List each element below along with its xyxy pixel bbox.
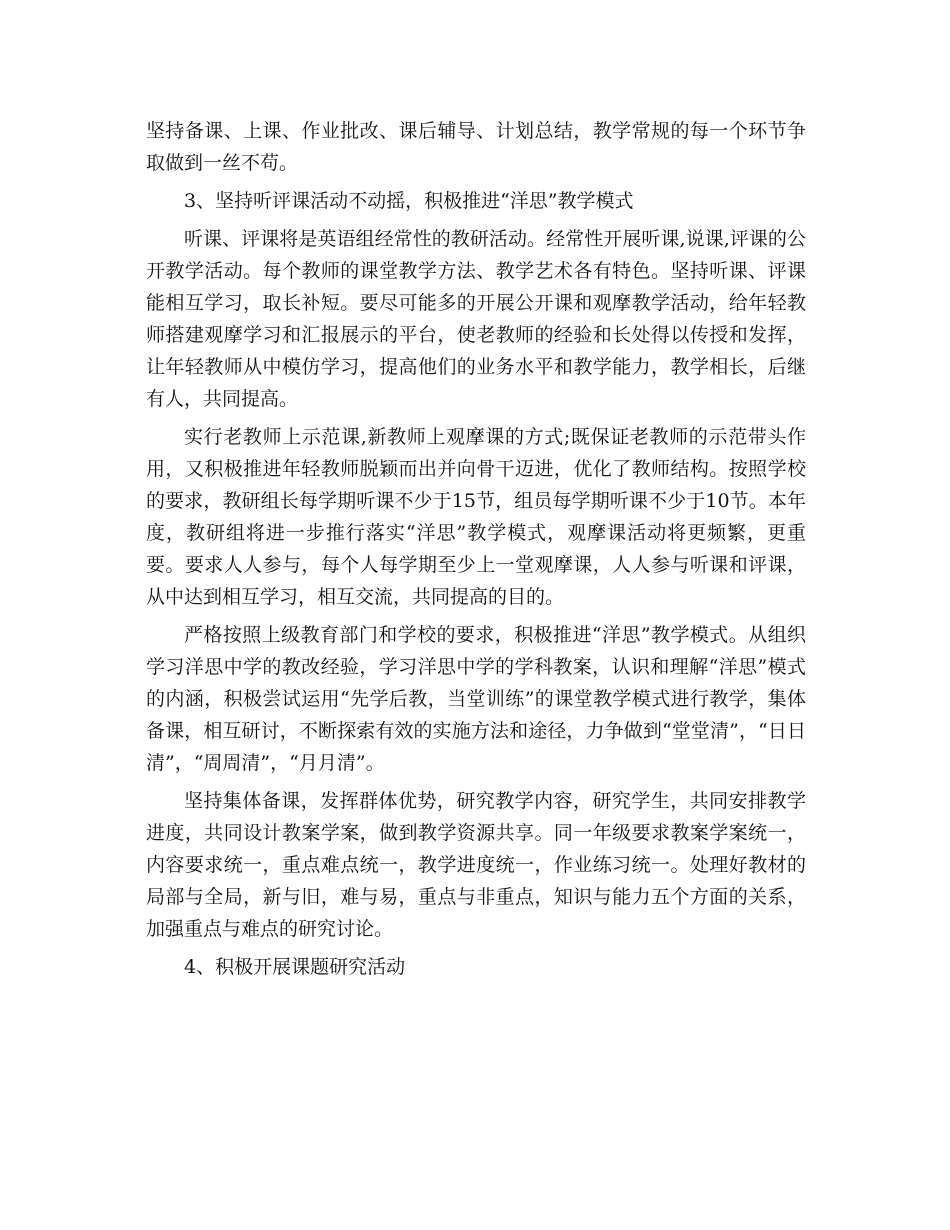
paragraph-yangsi-model: 严格按照上级教育部门和学校的要求，积极推进“洋思”教学模式。从组织学习洋思中学的教改经验，学习洋思中学的学科教案，认识和理解“洋思”模式的内涵，积极尝试运用“先学后教，当堂训练”的课堂教学模式进行教学，集体备课，相互研讨，不断探索有效的实施方法和途径，力争做到“堂堂清”，“日日清”，“周周清”，“月月清”。 bbox=[146, 624, 806, 774]
paragraph-lesson-routine: 坚持备课、上课、作业批改、课后辅导、计划总结，教学常规的每一个环节争取做到一丝不苟。 bbox=[146, 120, 806, 174]
section-heading-3: 3、坚持听评课活动不动摇，积极推进“洋思”教学模式 bbox=[184, 190, 634, 212]
paragraph-demo-lessons: 实行老教师上示范课,新教师上观摩课的方式;既保证老教师的示范带头作用，又积极推进年轻教师脱颖而出并向骨干迈进，优化了教师结构。按照学校的要求，教研组长每学期听课不少于15节，组员每学期听课不少于10节。本年度，教研组将进一步推行落实“洋思”教学模式，观摩课活动将更频繁，更重要。要求人人参与，每个人每学期至少上一堂观摩课，人人参与听课和评课，从中达到相互学习，相互交流，共同提高的目的。 bbox=[146, 426, 806, 608]
section-heading-4: 4、积极开展课题研究活动 bbox=[184, 956, 406, 978]
paragraph-collective-preparation: 坚持集体备课，发挥群体优势，研究教学内容，研究学生，共同安排教学进度，共同设计教案学案，做到教学资源共享。同一年级要求教案学案统一，内容要求统一，重点难点统一，教学进度统一，作业练习统一。处理好教材的局部与全局，新与旧，难与易，重点与非重点，知识与能力五个方面的关系，加强重点与难点的研究讨论。 bbox=[146, 790, 806, 940]
paragraph-lesson-observation: 听课、评课将是英语组经常性的教研活动。经常性开展听课,说课,评课的公开教学活动。每个教师的课堂教学方法、教学艺术各有特色。坚持听课、评课能相互学习，取长补短。要尽可能多的开展公开课和观摩教学活动，给年轻教师搭建观摩学习和汇报展示的平台，使老教师的经验和长处得以传授和发挥，让年轻教师从中模仿学习，提高他们的业务水平和教学能力，教学相长，后继有人，共同提高。 bbox=[146, 228, 806, 410]
document-page bbox=[146, 115, 806, 989]
